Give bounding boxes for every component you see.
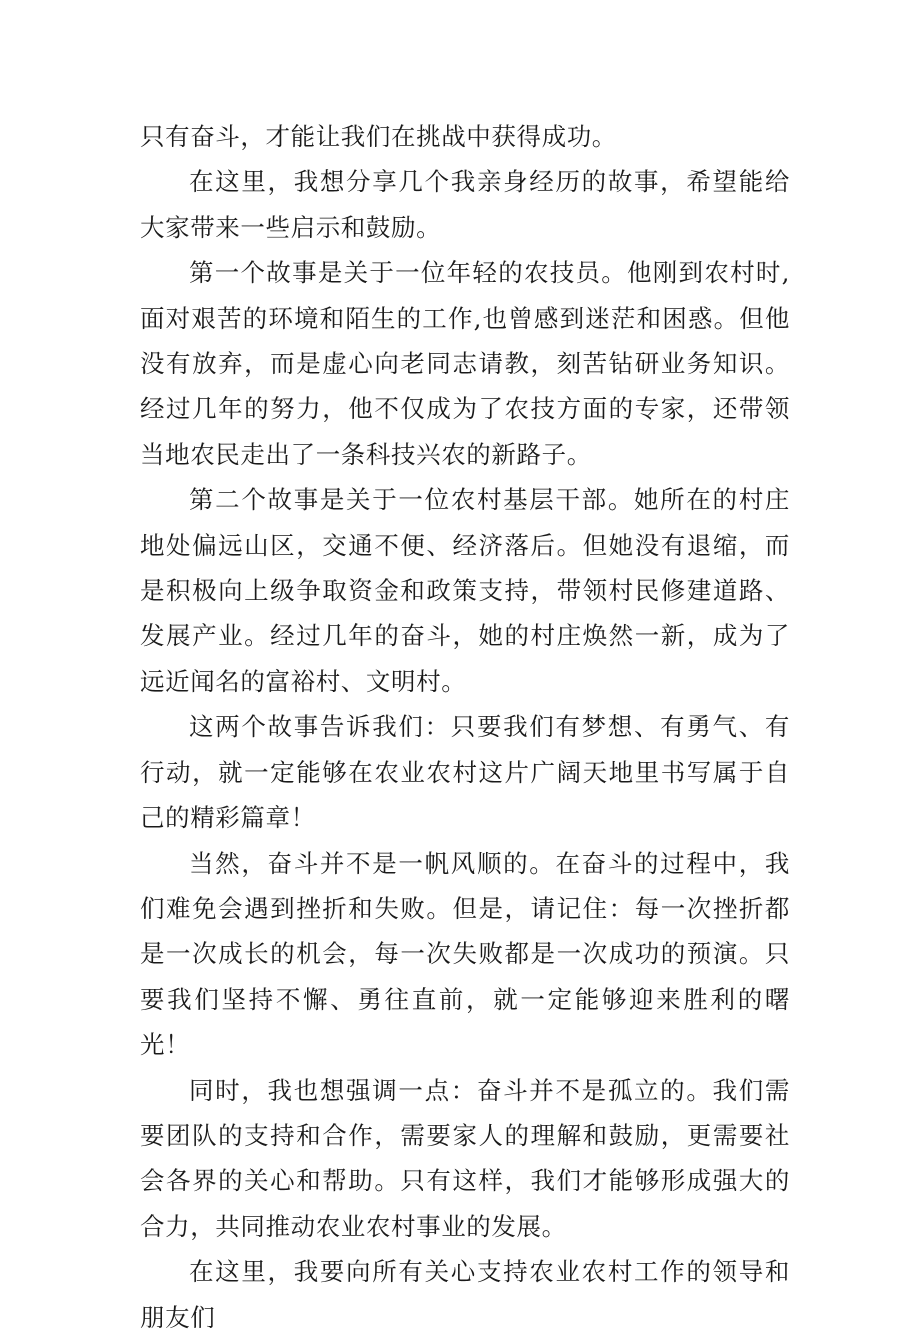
document-body: [140, 114, 790, 1340]
paragraph: 第二个故事是关于一位农村基层干部。她所在的村庄地处偏远山区，交通不便、经济落后。但她没有退缩，而是积极向上级争取资金和政策支持，带领村民修建道路、发展产业。经过几年的奋斗，她的村庄焕然一新，成为了远近闻名的富裕村、文明村。: [140, 485, 790, 696]
paragraph: 这两个故事告诉我们：只要我们有梦想、有勇气、有行动，就一定能够在农业农村这片广阔天地里书写属于自己的精彩篇章！: [140, 712, 790, 833]
paragraph: 当然，奋斗并不是一帆风顺的。在奋斗的过程中，我们难免会遇到挫折和失败。但是，请记住：每一次挫折都是一次成长的机会，每一次失败都是一次成功的预演。只要我们坚持不懈、勇往直前，就一定能够迎来胜利的曙光！: [140, 848, 790, 1060]
paragraph: 只有奋斗，才能让我们在挑战中获得成功。: [140, 122, 617, 151]
paragraph: 同时，我也想强调一点：奋斗并不是孤立的。我们需要团队的支持和合作，需要家人的理解和鼓励，更需要社会各界的关心和帮助。只有这样，我们才能够形成强大的合力，共同推动农业农村事业的发展。: [140, 1075, 790, 1241]
paragraph: 在这里，我要向所有关心支持农业农村工作的领导和朋友们: [140, 1257, 790, 1332]
paragraph: 在这里，我想分享几个我亲身经历的故事，希望能给大家带来一些启示和鼓励。: [140, 167, 790, 242]
paragraph: 第一个故事是关于一位年轻的农技员。他刚到农村时,面对艰苦的环境和陌生的工作,也曾感到迷茫和困惑。但他没有放弃，而是虚心向老同志请教，刻苦钻研业务知识。经过几年的努力，他不仅成为了农技方面的专家，还带领当地农民走出了一条科技兴农的新路子。: [140, 258, 790, 469]
